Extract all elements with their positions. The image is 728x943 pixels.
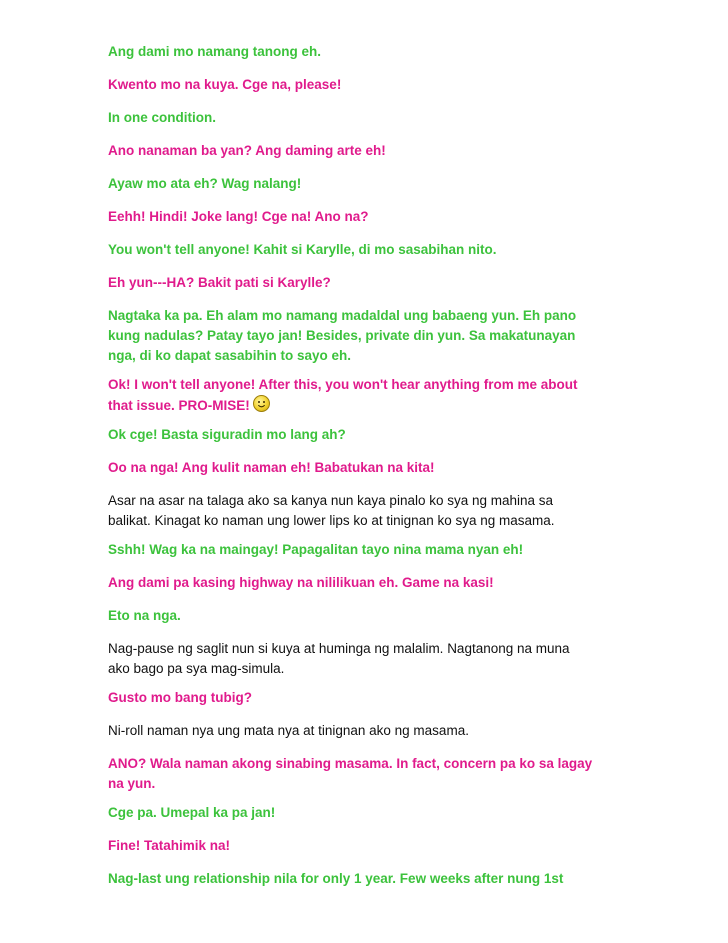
line: Eehh! Hindi! Joke lang! Cge na! Ano na?	[108, 209, 369, 224]
paragraph-1	[108, 42, 628, 62]
line: na yun.	[108, 776, 156, 791]
smiley-icon	[253, 395, 270, 412]
paragraph-3	[108, 108, 628, 128]
line: that issue. PRO-MISE!	[108, 398, 250, 413]
line: Cge pa. Umepal ka pa jan!	[108, 805, 276, 820]
paragraph-13	[108, 491, 628, 531]
paragraph-15	[108, 573, 628, 593]
paragraph-8	[108, 273, 628, 293]
line: ANO? Wala naman akong sinabing masama. In fact, concern pa ko sa lagay	[108, 756, 593, 771]
line: nga, di ko dapat sasabihin to sayo eh.	[108, 348, 352, 363]
paragraph-14	[108, 540, 628, 560]
paragraph-19	[108, 721, 628, 741]
line: kung nadulas? Patay tayo jan! Besides, private din yun. Sa makatunayan	[108, 328, 576, 343]
paragraph-17	[108, 639, 628, 679]
line: Ano nanaman ba yan? Ang daming arte eh!	[108, 143, 386, 158]
paragraph-18	[108, 688, 628, 708]
line: Gusto mo bang tubig?	[108, 690, 252, 705]
line: Nag-pause ng saglit nun si kuya at huminga ng malalim. Nagtanong na muna	[108, 641, 570, 656]
paragraph-5	[108, 174, 628, 194]
paragraph-20	[108, 754, 628, 794]
paragraph-21	[108, 803, 628, 823]
paragraph-7	[108, 240, 628, 260]
line: Ayaw mo ata eh? Wag nalang!	[108, 176, 302, 191]
paragraph-23	[108, 869, 628, 889]
paragraph-2	[108, 75, 628, 95]
paragraph-11	[108, 425, 628, 445]
line: Ang dami mo namang tanong eh.	[108, 44, 322, 59]
line: Ok cge! Basta siguradin mo lang ah?	[108, 427, 346, 442]
paragraph-4	[108, 141, 628, 161]
paragraph-9	[108, 306, 628, 366]
line: Eh yun---HA? Bakit pati si Karylle?	[108, 275, 331, 290]
line: Eto na nga.	[108, 608, 181, 623]
paragraph-16	[108, 606, 628, 626]
paragraph-10	[108, 375, 628, 416]
line: Ni-roll naman nya ung mata nya at tinignan ako ng masama.	[108, 723, 469, 738]
line: Asar na asar na talaga ako sa kanya nun kaya pinalo ko sya ng mahina sa	[108, 493, 554, 508]
line: Sshh! Wag ka na maingay! Papagalitan tayo nina mama nyan eh!	[108, 542, 524, 557]
line: You won't tell anyone! Kahit si Karylle, di mo sasabihan nito.	[108, 242, 497, 257]
paragraph-12	[108, 458, 628, 478]
line: Nagtaka ka pa. Eh alam mo namang madaldal ung babaeng yun. Eh pano	[108, 308, 577, 323]
line: Fine! Tatahimik na!	[108, 838, 231, 853]
line: Kwento mo na kuya. Cge na, please!	[108, 77, 342, 92]
paragraph-6	[108, 207, 628, 227]
line: Ang dami pa kasing highway na nililikuan eh. Game na kasi!	[108, 575, 494, 590]
line: Nag-last ung relationship nila for only 1 year. Few weeks after nung 1st	[108, 871, 564, 886]
line: Oo na nga! Ang kulit naman eh! Babatukan na kita!	[108, 460, 435, 475]
line: Ok! I won't tell anyone! After this, you won't hear anything from me about	[108, 377, 578, 392]
line: ako bago pa sya mag-simula.	[108, 661, 285, 676]
paragraph-22	[108, 836, 628, 856]
line: In one condition.	[108, 110, 216, 125]
line: balikat. Kinagat ko naman ung lower lips ko at tinignan ko sya ng masama.	[108, 513, 555, 528]
